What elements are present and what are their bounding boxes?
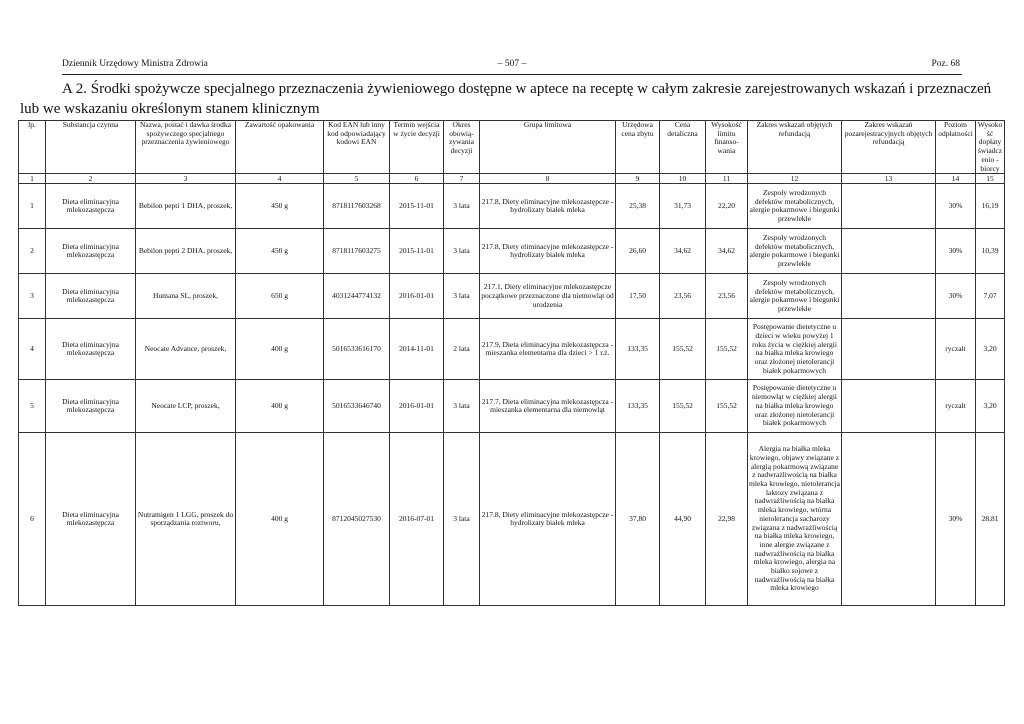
cell-copay: 3,20: [976, 380, 1005, 433]
cell-substance: Dieta eliminacyjna mlekozastępcza: [46, 380, 136, 433]
cell-content: 400 g: [236, 319, 324, 380]
page-number: – 507 –: [497, 59, 527, 69]
cell-offlabel: [842, 184, 936, 229]
cell-lp: 4: [19, 319, 46, 380]
cell-name: Neocate LCP, proszek,: [136, 380, 236, 433]
cell-offlabel: [842, 319, 936, 380]
cell-ean: 4031244774132: [324, 274, 390, 319]
cell-retail-price: 34,62: [660, 229, 706, 274]
cell-start: 2016-07-01: [390, 433, 444, 606]
cell-offlabel: [842, 380, 936, 433]
cell-ean: 8718117603275: [324, 229, 390, 274]
cell-offlabel: [842, 229, 936, 274]
section-title: A 2. Środki spożywcze specjalnego przeznaczenia żywieniowego dostępne w aptece na receptę w całym zakresie zarejestrowanych wskazań i przeznaczeń lub we wskazaniu określonym stanem klinicznym: [20, 81, 992, 117]
cell-payment-level: 30%: [936, 229, 976, 274]
cell-official-price: 17,50: [616, 274, 660, 319]
column-header: Zawartość opakowania: [236, 121, 324, 174]
column-header: Wysokość dopłaty świadczenio -biorcy: [976, 121, 1005, 174]
cell-group: 217.9, Dieta eliminacyjna mlekozastępcza - mieszanka elementarna dla dzieci > 1 r.ż.: [480, 319, 616, 380]
cell-group: 217.8, Diety eliminacyjne mlekozastępcze - hydrolizaty białek mleka: [480, 184, 616, 229]
cell-retail-price: 23,56: [660, 274, 706, 319]
column-header: Substancja czynna: [46, 121, 136, 174]
cell-indications: Alergia na białka mleka krowiego, objawy związane z alergią pokarmową związane z nadwrażliwością na białka mleka krowiego, nietolerancja laktozy związana z nadwrażliwością na białka mleka krowiego, wtórna nietolerancja sacharozy związana z nadwrażliwością na białka mleka krowiego, inne alergie związane z nadwrażliwością na białka mleka krowiego, alergia na białko sojowe z nadwrażliwością na białka mleka krowiego: [748, 433, 842, 606]
cell-content: 400 g: [236, 380, 324, 433]
cell-substance: Dieta eliminacyjna mlekozastępcza: [46, 433, 136, 606]
cell-payment-level: ryczałt: [936, 319, 976, 380]
cell-group: 217.8, Diety eliminacyjne mlekozastępcze - hydrolizaty białek mleka: [480, 433, 616, 606]
column-header: Kod EAN lub inny kod odpowiadający kodowi EAN: [324, 121, 390, 174]
cell-lp: 2: [19, 229, 46, 274]
cell-official-price: 26,60: [616, 229, 660, 274]
cell-official-price: 133,35: [616, 319, 660, 380]
table-row: [19, 229, 1005, 274]
cell-official-price: 37,80: [616, 433, 660, 606]
cell-name: Neocate Advance, proszek,: [136, 319, 236, 380]
column-number: 8: [480, 174, 616, 184]
cell-retail-price: 155,52: [660, 319, 706, 380]
column-header: Wysokość limitu finanso- wania: [706, 121, 748, 174]
column-number: 12: [748, 174, 842, 184]
cell-start: 2014-11-01: [390, 319, 444, 380]
cell-limit: 155,52: [706, 319, 748, 380]
table-row: [19, 433, 1005, 606]
cell-ean: 8712045027530: [324, 433, 390, 606]
column-number: 4: [236, 174, 324, 184]
column-header: lp.: [19, 121, 46, 174]
cell-lp: 6: [19, 433, 46, 606]
column-number: 13: [842, 174, 936, 184]
column-number-row: [19, 174, 1005, 184]
cell-indications: Postępowanie dietetyczne u niemowląt w ciężkiej alergii na białka mleka krowiego oraz złożonej nietolerancji białek pokarmowych: [748, 380, 842, 433]
cell-indications: Zespoły wrodzonych defektów metabolicznych, alergie pokarmowe i biegunki przewlekłe: [748, 274, 842, 319]
cell-content: 650 g: [236, 274, 324, 319]
column-number: 6: [390, 174, 444, 184]
cell-period: 3 lata: [444, 229, 480, 274]
cell-name: Bebilon pepti 1 DHA, proszek,: [136, 184, 236, 229]
column-number: 2: [46, 174, 136, 184]
column-number: 7: [444, 174, 480, 184]
column-number: 9: [616, 174, 660, 184]
cell-period: 3 lata: [444, 433, 480, 606]
column-header: Termin wejścia w życie decyzji: [390, 121, 444, 174]
table-row: [19, 184, 1005, 229]
cell-copay: 10,39: [976, 229, 1005, 274]
table-row: [19, 380, 1005, 433]
header-row: [19, 121, 1005, 174]
cell-copay: 3,20: [976, 319, 1005, 380]
cell-period: 3 lata: [444, 184, 480, 229]
column-number: 3: [136, 174, 236, 184]
cell-lp: 1: [19, 184, 46, 229]
column-number: 15: [976, 174, 1005, 184]
column-header: Urzędowa cena zbytu: [616, 121, 660, 174]
cell-name: Bebilon pepti 2 DHA, proszek,: [136, 229, 236, 274]
cell-ean: 5016533616170: [324, 319, 390, 380]
cell-content: 450 g: [236, 184, 324, 229]
cell-group: 217.1, Diety eliminacyjne mlekozastępcze początkowe przeznaczone dla niemowląt od urodzenia: [480, 274, 616, 319]
cell-offlabel: [842, 274, 936, 319]
cell-start: 2016-01-01: [390, 274, 444, 319]
cell-substance: Dieta eliminacyjna mlekozastępcza: [46, 229, 136, 274]
cell-period: 3 lata: [444, 274, 480, 319]
column-header: Poziom odpłatności: [936, 121, 976, 174]
cell-ean: 5016533646740: [324, 380, 390, 433]
cell-indications: Postępowanie dietetyczne u dzieci w wieku powyżej 1 roku życia w ciężkiej alergii na białka mleka krowiego oraz złożonej nietolerancji białek pokarmowych: [748, 319, 842, 380]
cell-start: 2016-01-01: [390, 380, 444, 433]
cell-official-price: 25,38: [616, 184, 660, 229]
cell-payment-level: 30%: [936, 184, 976, 229]
cell-copay: 28,81: [976, 433, 1005, 606]
page-header: [62, 59, 962, 73]
cell-lp: 3: [19, 274, 46, 319]
cell-period: 2 lata: [444, 319, 480, 380]
cell-retail-price: 44,90: [660, 433, 706, 606]
column-number: 14: [936, 174, 976, 184]
cell-limit: 22,20: [706, 184, 748, 229]
column-header: Zakres wskazań objętych refundacją: [748, 121, 842, 174]
journal-name: Dziennik Urzędowy Ministra Zdrowia: [62, 59, 208, 69]
cell-payment-level: 30%: [936, 274, 976, 319]
cell-start: 2015-11-01: [390, 229, 444, 274]
cell-offlabel: [842, 433, 936, 606]
cell-ean: 8718117603268: [324, 184, 390, 229]
column-header: Grupa limitowa: [480, 121, 616, 174]
cell-indications: Zespoły wrodzonych defektów metabolicznych, alergie pokarmowe i biegunki przewlekłe: [748, 184, 842, 229]
cell-limit: 34,62: [706, 229, 748, 274]
cell-start: 2015-11-01: [390, 184, 444, 229]
cell-content: 400 g: [236, 433, 324, 606]
cell-payment-level: 30%: [936, 433, 976, 606]
cell-name: Nutramigen 1 LGG, proszek do sporządzania roztworu,: [136, 433, 236, 606]
position-number: Poz. 68: [931, 59, 960, 69]
cell-period: 3 lata: [444, 380, 480, 433]
cell-retail-price: 31,73: [660, 184, 706, 229]
cell-copay: 16,19: [976, 184, 1005, 229]
column-header: Okres obowią- zywania decyzji: [444, 121, 480, 174]
cell-limit: 22,98: [706, 433, 748, 606]
cell-retail-price: 155,52: [660, 380, 706, 433]
cell-limit: 23,56: [706, 274, 748, 319]
cell-substance: Dieta eliminacyjna mlekozastępcza: [46, 319, 136, 380]
cell-official-price: 133,35: [616, 380, 660, 433]
cell-limit: 155,52: [706, 380, 748, 433]
cell-name: Humana SL, proszek,: [136, 274, 236, 319]
cell-payment-level: ryczałt: [936, 380, 976, 433]
cell-indications: Zespoły wrodzonych defektów metabolicznych, alergie pokarmowe i biegunki przewlekłe: [748, 229, 842, 274]
header-rule: [62, 74, 962, 75]
column-number: 5: [324, 174, 390, 184]
cell-lp: 5: [19, 380, 46, 433]
cell-substance: Dieta eliminacyjna mlekozastępcza: [46, 184, 136, 229]
column-header: Cena detaliczna: [660, 121, 706, 174]
cell-copay: 7,07: [976, 274, 1005, 319]
column-number: 10: [660, 174, 706, 184]
table-row: [19, 319, 1005, 380]
reimbursement-table: [18, 120, 1005, 606]
cell-content: 450 g: [236, 229, 324, 274]
cell-group: 217.7, Dieta eliminacyjna mlekozastępcza - mieszanka elementarna dla niemowląt: [480, 380, 616, 433]
table-row: [19, 274, 1005, 319]
cell-group: 217.8, Diety eliminacyjne mlekozastępcze - hydrolizaty białek mleka: [480, 229, 616, 274]
column-header: Zakres wskazań pozarejestracyjnych objętych refundacją: [842, 121, 936, 174]
cell-substance: Dieta eliminacyjna mlekozastępcza: [46, 274, 136, 319]
column-header: Nazwa, postać i dawka środka spożywczego specjalnego przeznaczenia żywieniowego: [136, 121, 236, 174]
column-number: 11: [706, 174, 748, 184]
column-number: 1: [19, 174, 46, 184]
